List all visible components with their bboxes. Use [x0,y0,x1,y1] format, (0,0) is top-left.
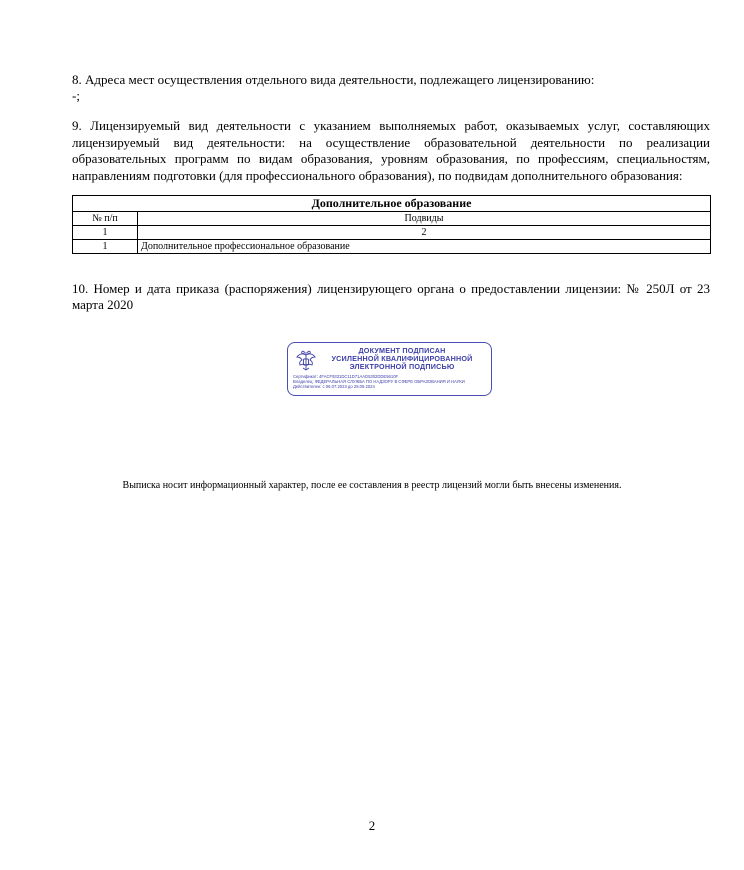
numbering-cell: 2 [138,226,711,240]
stamp-certificate: Сертификат: 4FACF9331DC11D71AAD5302DDE5610F [293,374,399,379]
section-8-title: 8. Адреса мест осуществления отдельного вида деятельности, подлежащего лицензированию: [72,72,595,87]
education-table [72,195,711,254]
section-9-text: 9. Лицензируемый вид деятельности с указанием выполняемых работ, оказываемых услуг, составляющих лицензируемый вид деятельности: на осуществление образовательной деятельности по реализации образовательных программ по видам образования, уровням образования, по профессиям, специальностям, направлениям подготовки (для профессионального образования), по подвидам дополнительного образования: [72,118,710,183]
table-title: Дополнительное образование [73,196,711,212]
numbering-cell: 1 [73,226,138,240]
stamp-owner: Владелец: ФЕДЕРАЛЬНАЯ СЛУЖБА ПО НАДЗОРУ В СФЕРЕ ОБРАЗОВАНИЯ И НАУКИ [293,379,465,384]
row-number-cell: 1 [73,240,138,254]
section-8-value: -; [72,88,80,103]
column-header-number: № п/п [73,212,138,226]
electronic-signature-stamp [287,342,492,396]
stamp-title: ДОКУМЕНТ ПОДПИСАН УСИЛЕННОЙ КВАЛИФИЦИРОВАННОЙ ЭЛЕКТРОННОЙ ПОДПИСЬЮ [331,346,473,371]
section-10-text: 10. Номер и дата приказа (распоряжения) лицензирующего органа о предоставлении лицензии: № 250Л от 23 марта 2020 [72,281,710,312]
page-number: 2 [368,818,376,833]
information-note: Выписка носит информационный характер, после ее составления в реестр лицензий могли быть внесены изменения. [122,480,622,491]
stamp-validity: Действителен: с 06.07.2023 до 28.09.2024 [293,384,375,389]
row-name-cell: Дополнительное профессиональное образование [138,240,711,254]
stamp-details [293,374,489,389]
table-row [73,240,711,254]
column-header-subtypes: Подвиды [138,212,711,226]
